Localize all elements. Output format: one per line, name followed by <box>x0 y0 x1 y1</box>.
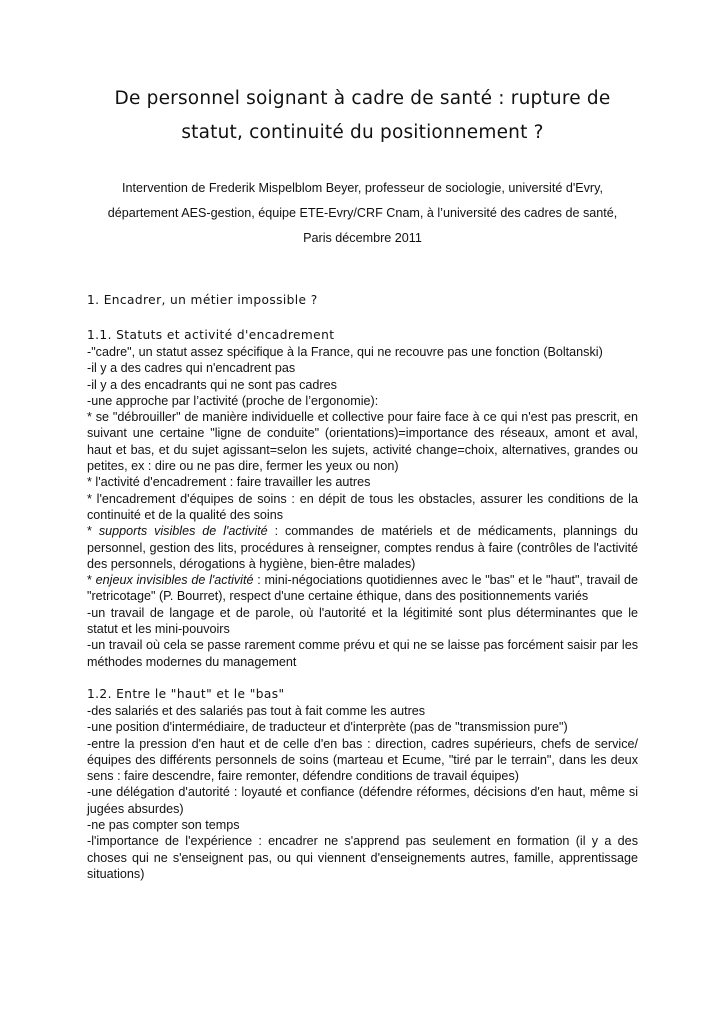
paragraph: -il y a des cadres qui n'encadrent pas <box>87 361 296 376</box>
subtitle-line-2: département AES-gestion, équipe ETE-Evry/CRF Cnam, à l’université des cadres de santé, <box>107 206 618 220</box>
bullet-prefix: * <box>87 524 99 539</box>
document-title <box>40 82 685 150</box>
paragraph-text: : mini-négociations quotidiennes avec le "bas" et le "haut", travail de "retricotage" (P. Bourret), respect d'une certaine éthique, dans des positionnements variés <box>87 573 639 604</box>
document-subtitle <box>60 176 665 251</box>
paragraph-text: : commandes de matériels et de médicaments, plannings du personnel, gestion des lits, procédures à renseigner, comptes rendus à faire (contrôles de l'activité des personnels, dérogations à hygiène, bien-être malades) <box>87 524 639 571</box>
paragraph: * se "débrouiller" de manière individuelle et collective pour faire face à ce qui n'est pas prescrit, en suivant une certaine "ligne de conduite" (orientations)=importance des réseaux, amont et aval, haut et bas, et du sujet agissant=selon les sujets, activité change=choix, alternatives, grandes ou petites, ex : dire ou ne pas dire, fermer les yeux ou non) <box>87 410 638 474</box>
paragraph: -entre la pression d'en haut et de celle d'en bas : direction, cadres supérieurs, chefs de service/équipes des différents personnels de soins (marteau et Ecume, "tiré par le terrain", dans les deux sens : faire descendre, faire remonter, défendre conditions de travail équipes) <box>87 736 638 784</box>
paragraph: -il y a des encadrants qui ne sont pas cadres <box>87 377 337 392</box>
subtitle-line-1: Intervention de Frederik Mispelblom Beyer, professeur de sociologie, université d'Evry, <box>122 181 603 195</box>
title-line-1: De personnel soignant à cadre de santé : rupture de <box>114 88 611 109</box>
section-1-2-heading: 1.2. Entre le "haut" et le "bas" <box>87 686 285 701</box>
paragraph: -une approche par l’activité (proche de l’ergonomie): <box>87 393 379 408</box>
paragraph: -une position d'intermédiaire, de traducteur et d'interprète (pas de "transmission pure") <box>87 720 568 735</box>
paragraph: -un travail de langage et de parole, où l'autorité et la légitimité sont plus déterminantes que le statut et les mini-pouvoirs <box>87 605 638 637</box>
paragraph: -des salariés et des salariés pas tout à fait comme les autres <box>87 703 426 718</box>
italic-label: supports visibles de l'activité <box>98 524 268 539</box>
paragraph: -un travail où cela se passe rarement comme prévu et qui ne se laisse pas forcément saisir par les méthodes modernes du management <box>87 638 638 669</box>
section-1-heading: 1. Encadrer, un métier impossible ? <box>87 293 318 307</box>
title-line-2: statut, continuité du positionnement ? <box>181 122 544 143</box>
paragraph: * l'activité d'encadrement : faire travailler les autres <box>87 475 371 490</box>
italic-label: enjeux invisibles de l'activité <box>95 573 254 588</box>
paragraph-enjeux <box>87 572 638 605</box>
paragraph: -une délégation d'autorité : loyauté et confiance (défendre réformes, décisions d'en haut, même si jugées absurdes) <box>87 785 638 816</box>
section-1-1-heading: 1.1. Statuts et activité d'encadrement <box>87 328 335 342</box>
paragraph: -ne pas compter son temps <box>87 818 240 833</box>
paragraph: -l'importance de l'expérience : encadrer ne s'apprend pas seulement en formation (il y a des choses qui ne s'enseignent pas, ou qui viennent d'enseignements autres, famille, apprentissage situations) <box>87 834 638 881</box>
paragraph-supports <box>87 523 638 572</box>
document-body <box>87 290 638 882</box>
paragraph: -"cadre", un statut assez spécifique à la France, qui ne recouvre pas une fonction (Boltanski) <box>87 345 603 359</box>
paragraph: * l'encadrement d'équipes de soins : en dépit de tous les obstacles, assurer les conditions de la continuité et de la qualité des soins <box>87 491 638 522</box>
bullet-prefix: * <box>87 573 96 588</box>
subtitle-line-3: Paris décembre 2011 <box>303 231 422 245</box>
